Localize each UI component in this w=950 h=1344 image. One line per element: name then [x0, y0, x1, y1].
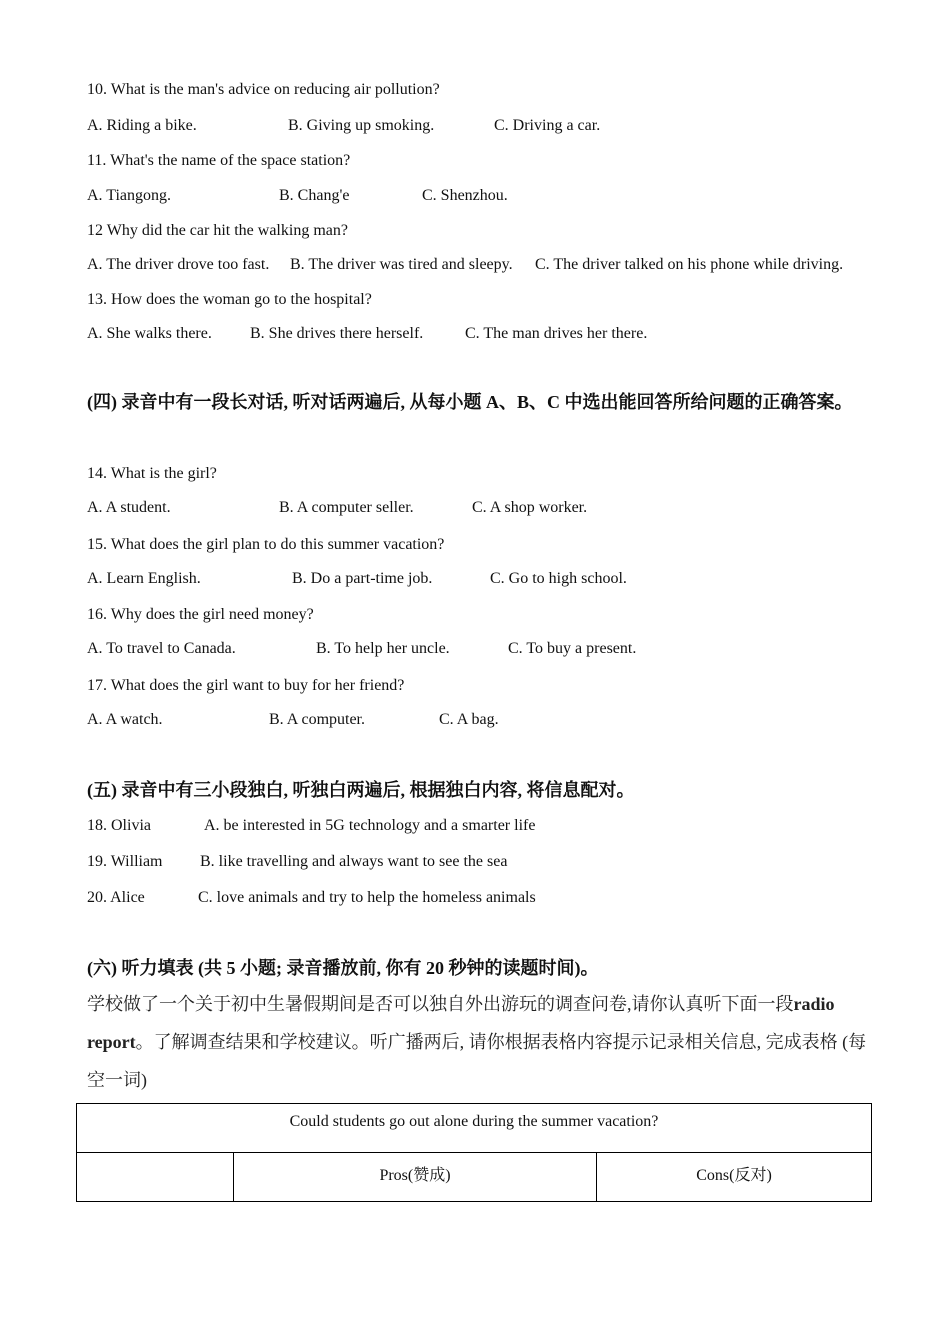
- match-description: A. be interested in 5G technology and a smarter life: [204, 817, 536, 834]
- section-5-heading: (五) 录音中有三小段独白, 听独白两遍后, 根据独白内容, 将信息配对。: [87, 780, 635, 800]
- option-a: A. Learn English.: [87, 570, 201, 587]
- question-14: 14. What is the girl?: [87, 465, 217, 482]
- option-c: C. The man drives her there.: [465, 325, 648, 342]
- match-name: 18. Olivia: [87, 817, 151, 834]
- option-b: B. Chang'e: [279, 187, 350, 204]
- table-header-pros: Pros(赞成): [234, 1153, 597, 1202]
- option-c: C. The driver talked on his phone while driving.: [535, 256, 844, 273]
- question-11: 11. What's the name of the space station?: [87, 152, 351, 169]
- option-a: A. A watch.: [87, 711, 163, 728]
- option-a: A. Riding a bike.: [87, 117, 197, 134]
- question-12: 12 Why did the car hit the walking man?: [87, 222, 348, 239]
- option-c: C. Driving a car.: [494, 117, 601, 134]
- option-a: A. She walks there.: [87, 325, 212, 342]
- question-15: 15. What does the girl plan to do this summer vacation?: [87, 536, 445, 553]
- question-13: 13. How does the woman go to the hospital?: [87, 291, 372, 308]
- option-a: A. To travel to Canada.: [87, 640, 236, 657]
- option-b: B. Do a part-time job.: [292, 570, 433, 587]
- option-c: C. A shop worker.: [472, 499, 588, 516]
- option-b: B. She drives there herself.: [250, 325, 424, 342]
- option-c: C. To buy a present.: [508, 640, 637, 657]
- question-16: 16. Why does the girl need money?: [87, 606, 314, 623]
- option-b: B. Giving up smoking.: [288, 117, 435, 134]
- option-c: C. Shenzhou.: [422, 187, 508, 204]
- section-6-instructions: [87, 985, 867, 1099]
- survey-table: [76, 1103, 872, 1202]
- section-4-heading: (四) 录音中有一段长对话, 听对话两遍后, 从每小题 A、B、C 中选出能回答所给问题的正确答案。: [87, 392, 853, 412]
- question-10: 10. What is the man's advice on reducing air pollution?: [87, 81, 440, 98]
- option-b: B. A computer.: [269, 711, 365, 728]
- table-title-cell: Could students go out alone during the summer vacation?: [77, 1104, 872, 1153]
- match-name: 20. Alice: [87, 889, 145, 906]
- table-header-cons: Cons(反对): [597, 1153, 872, 1202]
- instructions-bold-term: radio report: [87, 994, 835, 1052]
- option-b: B. The driver was tired and sleepy.: [290, 256, 513, 273]
- section-6-heading: (六) 听力填表 (共 5 小题; 录音播放前, 你有 20 秒钟的读题时间)。: [87, 958, 599, 978]
- option-a: A. The driver drove too fast.: [87, 256, 270, 273]
- question-17: 17. What does the girl want to buy for her friend?: [87, 677, 405, 694]
- option-c: C. Go to high school.: [490, 570, 627, 587]
- instructions-text-1: 学校做了一个关于初中生暑假期间是否可以独自外出游玩的调查问卷,请你认真听下面一段: [87, 994, 794, 1014]
- match-description: C. love animals and try to help the homeless animals: [198, 889, 536, 906]
- match-description: B. like travelling and always want to see the sea: [200, 853, 508, 870]
- option-b: B. A computer seller.: [279, 499, 414, 516]
- option-b: B. To help her uncle.: [316, 640, 450, 657]
- option-a: A. Tiangong.: [87, 187, 172, 204]
- table-empty-cell: [77, 1153, 234, 1202]
- match-name: 19. William: [87, 853, 163, 870]
- option-a: A. A student.: [87, 499, 171, 516]
- option-c: C. A bag.: [439, 711, 499, 728]
- instructions-text-2: 。了解调查结果和学校建议。听广播两后, 请你根据表格内容提示记录相关信息, 完成表格 (每空一词): [87, 1032, 867, 1090]
